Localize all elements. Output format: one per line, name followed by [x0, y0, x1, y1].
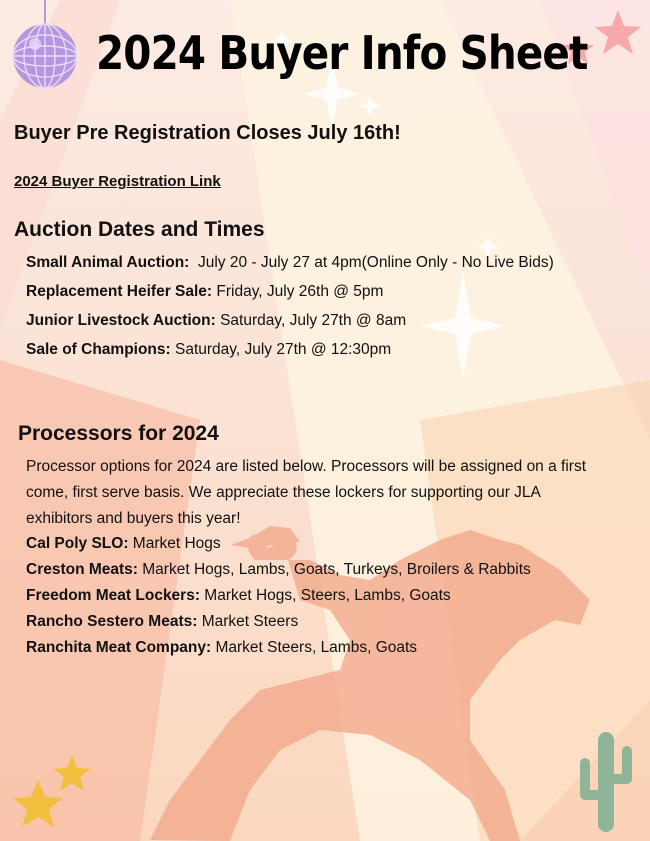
auction-item-label: Replacement Heifer Sale: — [26, 283, 213, 300]
buyer-registration-link[interactable]: 2024 Buyer Registration Link — [14, 173, 221, 190]
processor-item — [26, 561, 531, 579]
auction-item-value: July 20 - July 27 at 4pm(Online Only - No Live Bids) — [189, 254, 554, 271]
processors-intro: Processor options for 2024 are listed below. Processors will be assigned on a first come, first serve basis. We appreciate these lockers for supporting our JLA exhibitors and buyers this year! — [26, 458, 587, 527]
auction-heading: Auction Dates and Times — [14, 218, 265, 241]
processor-item — [26, 587, 451, 605]
processor-item — [26, 535, 221, 553]
processor-item-value: Market Hogs — [128, 535, 221, 552]
auction-item — [26, 254, 554, 272]
auction-item — [26, 283, 383, 301]
processor-item-label: Ranchita Meat Company: — [26, 639, 212, 656]
auction-item-value: Saturday, July 27th @ 8am — [215, 312, 407, 329]
processor-item-label: Rancho Sestero Meats: — [26, 613, 198, 630]
page-title: 2024 Buyer Info Sheet — [96, 26, 588, 80]
processor-item-value: Market Steers — [197, 613, 299, 630]
auction-item-label: Junior Livestock Auction: — [26, 312, 216, 329]
processor-item — [26, 639, 417, 657]
auction-item-value: Saturday, July 27th @ 12:30pm — [170, 341, 392, 358]
processor-item-label: Freedom Meat Lockers: — [26, 587, 200, 604]
processor-item-value: Market Steers, Lambs, Goats — [211, 639, 418, 656]
auction-item-label: Small Animal Auction: — [26, 254, 190, 271]
auction-item — [26, 341, 391, 359]
processor-item-label: Cal Poly SLO: — [26, 535, 129, 552]
processor-item — [26, 613, 298, 631]
auction-item-label: Sale of Champions: — [26, 341, 171, 358]
pre-registration-notice: Buyer Pre Registration Closes July 16th! — [14, 122, 401, 144]
processor-item-label: Creston Meats: — [26, 561, 138, 578]
processor-item-value: Market Hogs, Lambs, Goats, Turkeys, Broilers & Rabbits — [137, 561, 531, 578]
auction-item-value: Friday, July 26th @ 5pm — [212, 283, 384, 300]
processor-item-value: Market Hogs, Steers, Lambs, Goats — [200, 587, 451, 604]
processors-heading: Processors for 2024 — [18, 422, 219, 445]
auction-item — [26, 312, 406, 330]
